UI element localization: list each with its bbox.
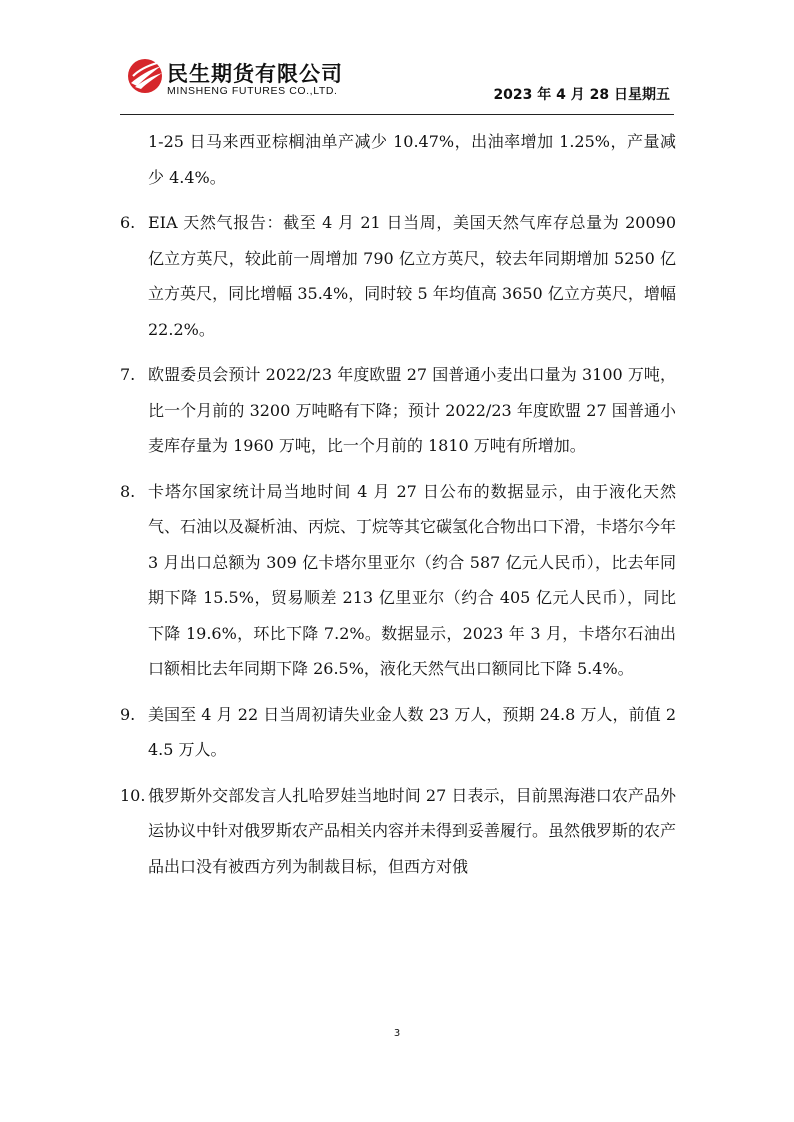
- list-number: 9.: [120, 704, 136, 724]
- company-logo: [125, 56, 365, 102]
- paragraph-text: 欧盟委员会预计 2022/23 年度欧盟 27 国普通小麦出口量为 3100 万吨，比一个月前的 3200 万吨略有下降；预计 2022/23 年度欧盟 27 国普通小麦库存量为 1960 万吨，比一个月前的 1810 万吨有所增加。: [148, 365, 676, 455]
- list-number: 8.: [120, 481, 136, 501]
- header-divider: [120, 114, 674, 115]
- paragraph-text: 美国至 4 月 22 日当周初请失业金人数 23 万人，预期 24.8 万人，前值 24.5 万人。: [148, 704, 676, 759]
- list-number: 10.: [120, 785, 146, 805]
- paragraph-text: 卡塔尔国家统计局当地时间 4 月 27 日公布的数据显示，由于液化天然气、石油以及凝析油、丙烷、丁烷等其它碳氢化合物出口下滑，卡塔尔今年 3 月出口总额为 309 亿卡塔尔里亚尔（约合 587 亿元人民币），比去年同期下降 15.5%，贸易顺差 213 亿里亚尔（约合 405 亿元人民币），同比下降 19.6%，环比下降 7.2%。数据显示，2023 年 3 月，卡塔尔石油出口额相比去年同期下降 26.5%，液化天然气出口额同比下降 5.4%。: [148, 481, 677, 678]
- list-number: 7.: [120, 365, 136, 384]
- list-item: [120, 778, 676, 885]
- company-name-cn: 民生期货有限公司: [167, 62, 343, 86]
- paragraph-text: EIA 天然气报告：截至 4 月 21 日当周，美国天然气库存总量为 20090 亿立方英尺，较此前一周增加 790 亿立方英尺，较去年同期增加 5250 亿立方英尺，同比增幅 35.4%，同时较 5 年均值高 3650 亿立方英尺，增幅 22.2%。: [148, 213, 676, 339]
- page-number: 3: [393, 1028, 401, 1039]
- list-item: [120, 357, 676, 464]
- list-item: [120, 697, 676, 768]
- minsheng-swoosh-icon: [125, 56, 165, 96]
- document-body: [120, 124, 676, 894]
- list-item: [120, 474, 676, 687]
- paragraph-text: 1-25 日马来西亚棕榈油单产减少 10.47%，出油率增加 1.25%，产量减少 4.4%。: [148, 132, 676, 187]
- report-date: 2023 年 4 月 28 日星期五: [493, 87, 670, 103]
- paragraph-continuation: [120, 124, 676, 195]
- list-item: [120, 205, 676, 347]
- paragraph-text: 俄罗斯外交部发言人扎哈罗娃当地时间 27 日表示，目前黑海港口农产品外运协议中针对俄罗斯农产品相关内容并未得到妥善履行。虽然俄罗斯的农产品出口没有被西方列为制裁目标，但西方对俄: [148, 785, 677, 876]
- company-name-en: MINSHENG FUTURES CO.,LTD.: [167, 85, 338, 97]
- list-number: 6.: [120, 213, 136, 232]
- page-header: [0, 0, 794, 120]
